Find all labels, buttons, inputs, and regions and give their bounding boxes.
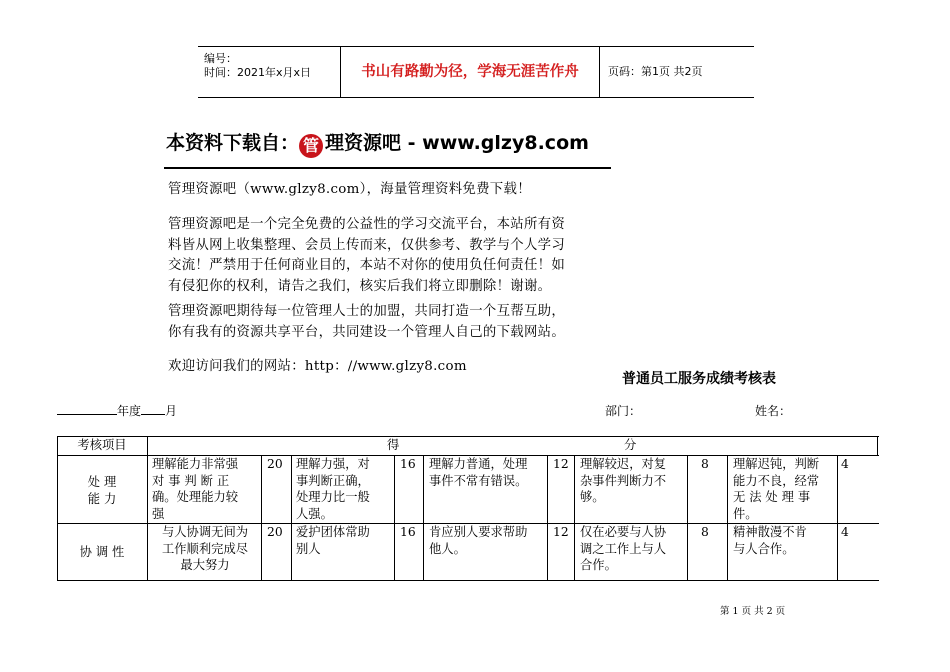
header-score-1: 得	[387, 438, 400, 452]
table-line	[291, 455, 292, 580]
page-label: 页码：第1页 共2页	[608, 65, 703, 78]
intro-paragraph	[168, 180, 628, 201]
grade-line: 精神散漫不肯	[733, 525, 807, 539]
item-line: 处 理	[87, 475, 117, 489]
item-line: 协 调 性	[79, 545, 125, 559]
row-item-coordination	[57, 544, 147, 561]
banner-brand: 理资源吧	[325, 132, 402, 154]
form-title: 普通员工服务成绩考核表	[622, 371, 776, 387]
grade-score: 20	[267, 457, 283, 471]
grade-line: 仅在必要与人协	[580, 525, 667, 539]
grade-score: 12	[553, 457, 569, 471]
table-line	[394, 455, 395, 580]
row-item-handling	[57, 474, 147, 507]
month-blank[interactable]	[141, 402, 165, 415]
grade-line: 强	[152, 506, 165, 521]
month-label: 月	[165, 404, 178, 418]
invitation-paragraph	[168, 302, 628, 343]
grade-line: 对 事 判 断 正	[152, 473, 230, 488]
grade-line: 杂事件判断力不	[580, 473, 667, 488]
table-line	[727, 455, 728, 580]
table-line	[147, 436, 148, 580]
grade-line: 他人。	[429, 541, 466, 556]
year-blank[interactable]	[57, 402, 117, 415]
paragraph-line: 管理资源吧期待每一位管理人士的加盟，共同打造一个互帮互助，	[168, 304, 566, 319]
grade-line: 与人协调无间为	[161, 525, 249, 539]
grade-text	[580, 524, 686, 574]
grade-line: 处理力比一般	[296, 490, 370, 504]
paragraph-line: 你有我有的资源共享平台，共同建设一个管理人自己的下载网站。	[168, 324, 566, 340]
table-line	[423, 455, 424, 580]
grade-line: 事判断正确，	[296, 473, 370, 488]
grade-score: 8	[701, 457, 709, 471]
website-link[interactable]: 欢迎访问我们的网站：http：//www.glzy8.com	[168, 359, 467, 374]
number-label: 编号：	[204, 52, 237, 65]
grade-text	[152, 456, 260, 522]
motto-cell: 书山有路勤为径，学海无涯苦作舟	[340, 47, 600, 97]
paragraph-line: 管理资源吧（www.glzy8.com），海量管理资料免费下载！	[168, 182, 531, 197]
table-line	[837, 455, 838, 580]
grade-line: 能力不良，经常	[733, 473, 820, 488]
banner-prefix: 本资料下载自：	[166, 132, 300, 154]
header-info-cell	[198, 47, 340, 97]
assessment-table	[57, 436, 879, 581]
grade-line: 人强。	[296, 506, 333, 521]
table-line	[57, 436, 879, 437]
table-line	[547, 455, 548, 580]
grade-score: 4	[841, 525, 849, 539]
grade-line: 件。	[733, 506, 758, 521]
table-line	[57, 580, 879, 581]
website-paragraph	[168, 357, 628, 378]
grade-line: 无 法 处 理 事	[733, 490, 811, 504]
table-line	[687, 455, 688, 580]
grade-text	[296, 524, 394, 557]
grade-text	[296, 456, 394, 522]
grade-text	[149, 524, 261, 574]
grade-line: 与人合作。	[733, 541, 795, 556]
grade-text	[733, 524, 837, 557]
grade-line: 理解力强，对	[296, 457, 370, 471]
grade-line: 理解力普通，处理	[429, 457, 528, 471]
header-score-2: 分	[624, 438, 637, 452]
grade-line: 确。处理能力较	[152, 490, 239, 504]
brand-logo-icon: 管	[299, 134, 323, 158]
grade-line: 最大努力	[180, 558, 230, 572]
grade-line: 事件不常有错误。	[429, 473, 528, 488]
grade-line: 肯应别人要求帮助	[429, 525, 528, 539]
table-line	[261, 455, 262, 580]
time-label: 时间：2021年x月x日	[204, 66, 312, 79]
paragraph-line: 有侵犯你的权利，请告之我们，核实后我们将立即删除！谢谢。	[168, 278, 552, 294]
grade-text	[733, 456, 837, 522]
grade-score: 4	[841, 457, 849, 471]
grade-score: 8	[701, 525, 709, 539]
grade-line: 理解能力非常强	[152, 457, 239, 471]
name-label: 姓名：	[755, 404, 792, 418]
grade-text	[429, 456, 547, 489]
grade-line: 工作顺利完成尽	[161, 541, 249, 556]
grade-line: 合作。	[580, 558, 617, 572]
paragraph-line: 管理资源吧是一个完全免费的公益性的学习交流平台，本站所有资	[168, 217, 566, 232]
banner-divider	[164, 167, 611, 169]
grade-line: 理解迟钝，判断	[733, 457, 820, 471]
grade-line: 爱护团体常助	[296, 525, 370, 539]
table-line	[574, 455, 575, 580]
header-item: 考核项目	[77, 438, 127, 452]
period-field	[57, 402, 177, 419]
table-line	[877, 436, 878, 455]
paragraph-line: 料皆从网上收集整理、会员上传而来，仅供参考、教学与个人学习	[168, 237, 566, 253]
grade-line: 够。	[580, 490, 605, 504]
document-header	[198, 46, 754, 98]
grade-score: 16	[400, 525, 416, 539]
grade-score: 12	[553, 525, 569, 539]
grade-line: 别人	[296, 541, 321, 556]
grade-score: 16	[400, 457, 416, 471]
description-paragraph	[168, 215, 628, 297]
paragraph-line: 交流！严禁用于任何商业目的，本站不对你的使用负任何责任！如	[168, 258, 566, 273]
banner-site: - www.glzy8.com	[401, 132, 589, 154]
grade-text	[429, 524, 547, 557]
grade-text	[580, 456, 686, 506]
year-label: 年度	[117, 404, 142, 418]
download-banner	[166, 130, 589, 158]
grade-line: 调之工作上与人	[580, 541, 667, 556]
grade-line: 理解较迟，对复	[580, 457, 667, 471]
item-line: 能 力	[87, 491, 117, 506]
dept-label: 部门：	[605, 404, 642, 418]
grade-score: 20	[267, 525, 283, 539]
page-footer: 第 1 页 共 2 页	[720, 606, 786, 617]
